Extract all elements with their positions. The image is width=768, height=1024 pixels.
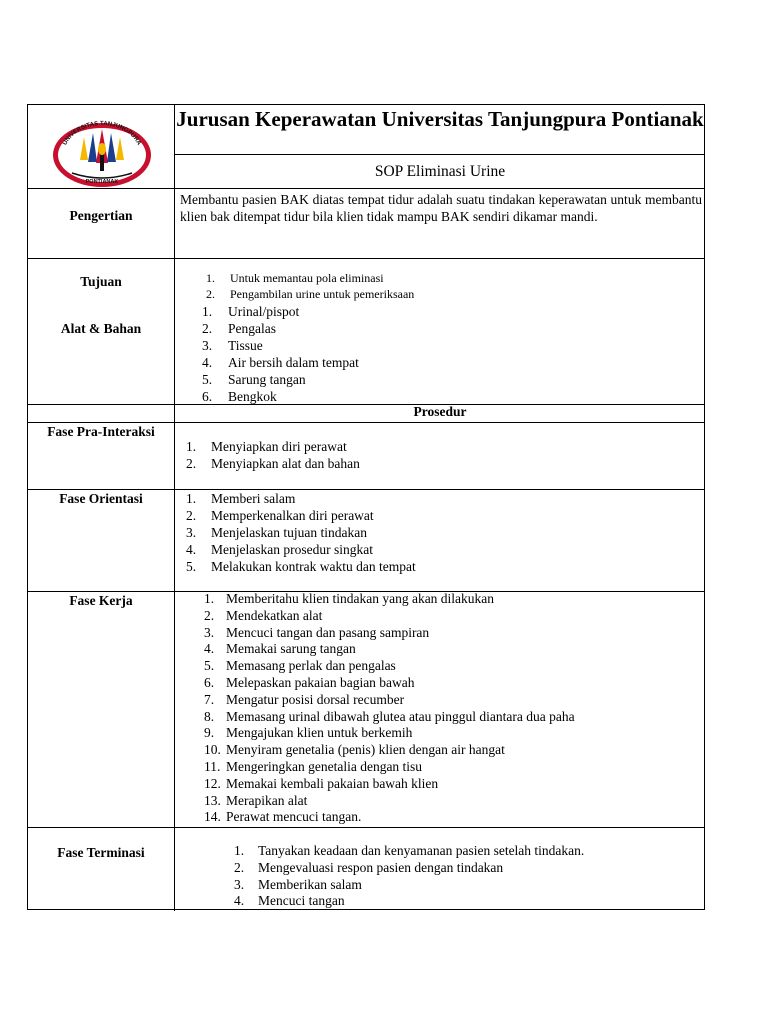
row-divider	[174, 154, 705, 155]
university-logo	[50, 115, 154, 189]
logo-bottom-text: PONTIANAK	[85, 179, 119, 185]
list-item	[206, 287, 728, 303]
list-item	[234, 843, 756, 860]
list-item-text: Mengatur posisi dorsal recumber	[226, 691, 405, 707]
list-item-text: Memperkenalkan diri perawat	[211, 508, 374, 523]
column-divider	[174, 105, 175, 911]
page-title: Jurusan Keperawatan Universitas Tanjungpura Pontianak	[176, 107, 704, 131]
list-item-number: 14.	[204, 809, 221, 825]
list-item	[234, 860, 756, 877]
list-item-number: 7.	[204, 691, 215, 707]
list-item-number: 1.	[186, 439, 197, 454]
fase-kerja-label: Fase Kerja	[69, 593, 133, 608]
list-item	[202, 337, 724, 354]
list-item	[202, 354, 724, 371]
list-item	[186, 524, 708, 541]
list-item-text: Mengajukan klien untuk berkemih	[226, 725, 413, 741]
list-item	[186, 541, 708, 558]
list-item	[204, 658, 726, 675]
list-item-number: 3.	[234, 876, 245, 892]
list-item-number: 1.	[202, 304, 213, 319]
list-item	[234, 893, 756, 910]
list-item-text: Menjelaskan prosedur singkat	[211, 542, 373, 557]
list-item-number: 2.	[186, 508, 197, 523]
list-item-number: 4.	[234, 893, 245, 909]
terminasi-list	[234, 843, 756, 910]
list-item-number: 6.	[202, 389, 213, 404]
list-item	[202, 303, 724, 320]
list-item	[204, 709, 726, 726]
list-item-text: Memberi salam	[211, 491, 296, 506]
list-item-number: 5.	[204, 658, 215, 674]
list-item-number: 5.	[186, 559, 197, 574]
sop-title: SOP Eliminasi Urine	[374, 163, 506, 180]
list-item	[186, 558, 708, 575]
list-item-text: Pengambilan urine untuk pemeriksaan	[230, 286, 415, 301]
list-item-number: 6.	[204, 674, 215, 690]
list-item-text: Memakai kembali pakaian bawah klien	[226, 775, 439, 791]
list-item-number: 1.	[206, 271, 215, 285]
orientasi-list	[186, 490, 708, 575]
list-item-number: 1.	[186, 491, 197, 506]
list-item-text: Merapikan alat	[226, 792, 308, 808]
list-item-text: Tissue	[228, 338, 263, 353]
list-item-text: Melakukan kontrak waktu dan tempat	[211, 559, 416, 574]
list-item-number: 2.	[202, 321, 213, 336]
list-item-text: Mencuci tangan dan pasang sampiran	[226, 624, 430, 640]
logo-ring-text: UNIVERSITAS TANJUNGPURA	[62, 120, 142, 147]
list-item-number: 3.	[186, 525, 197, 540]
list-item-text: Bengkok	[228, 389, 277, 404]
list-item	[204, 675, 726, 692]
list-item	[202, 371, 724, 388]
list-item	[206, 271, 728, 287]
list-item	[204, 625, 726, 642]
list-item-number: 2.	[204, 607, 215, 623]
pengertian-text: Membantu pasien BAK diatas tempat tidur adalah suatu tindakan keperawatan untuk membantu klien bak ditempat tidur bila klien tidak mampu BAK sendiri dikamar mandi.	[180, 192, 702, 224]
prosedur-heading: Prosedur	[413, 404, 467, 419]
list-item	[204, 776, 726, 793]
list-item	[204, 641, 726, 658]
list-item-text: Air bersih dalam tempat	[228, 355, 359, 370]
list-item-number: 9.	[204, 725, 215, 741]
list-item-number: 1.	[234, 843, 245, 858]
tujuan-list	[206, 271, 728, 302]
sop-table	[27, 104, 705, 910]
list-item-number: 5.	[202, 372, 213, 387]
list-item-number: 2.	[206, 286, 215, 301]
list-item	[204, 591, 726, 608]
list-item-text: Tanyakan keadaan dan kenyamanan pasien setelah tindakan.	[258, 843, 585, 858]
list-item-number: 11.	[204, 758, 221, 774]
list-item	[204, 809, 726, 826]
row-divider	[28, 422, 705, 423]
list-item-text: Sarung tangan	[228, 372, 306, 387]
list-item-text: Untuk memantau pola eliminasi	[230, 271, 384, 285]
list-item	[202, 320, 724, 337]
list-item-text: Mendekatkan alat	[226, 607, 323, 623]
list-item-number: 10.	[204, 742, 221, 758]
list-item-number: 3.	[202, 338, 213, 353]
row-divider	[28, 827, 705, 828]
list-item-number: 4.	[204, 641, 215, 657]
list-item	[186, 438, 708, 455]
kerja-list	[204, 591, 726, 826]
fase-pra-interaksi-label: Fase Pra-Interaksi	[47, 424, 155, 439]
list-item-number: 8.	[204, 708, 215, 724]
list-item	[204, 608, 726, 625]
list-item-number: 3.	[204, 624, 215, 640]
list-item-number: 4.	[202, 355, 213, 370]
list-item	[204, 793, 726, 810]
list-item	[204, 759, 726, 776]
list-item-number: 1.	[204, 591, 215, 606]
list-item	[204, 742, 726, 759]
list-item-text: Perawat mencuci tangan.	[226, 809, 362, 825]
list-item	[186, 455, 708, 472]
fase-orientasi-label: Fase Orientasi	[59, 491, 143, 506]
list-item-text: Melepaskan pakaian bagian bawah	[226, 674, 415, 690]
list-item	[204, 692, 726, 709]
fase-terminasi-label: Fase Terminasi	[57, 845, 145, 860]
list-item-text: Memakai sarung tangan	[226, 641, 356, 657]
list-item-text: Menyiram genetalia (penis) klien dengan air hangat	[226, 742, 505, 758]
list-item-text: Pengalas	[228, 321, 276, 336]
alat-bahan-label: Alat & Bahan	[60, 321, 142, 336]
alat-bahan-list	[202, 303, 724, 405]
list-item-text: Mencuci tangan	[258, 893, 345, 909]
list-item	[202, 388, 724, 405]
list-item	[204, 725, 726, 742]
list-item-number: 4.	[186, 542, 197, 557]
list-item-number: 13.	[204, 792, 221, 808]
list-item-text: Mengevaluasi respon pasien dengan tindakan	[258, 859, 504, 875]
list-item-number: 12.	[204, 775, 221, 791]
row-divider	[28, 258, 705, 259]
pengertian-label: Pengertian	[69, 208, 133, 223]
list-item-number: 2.	[234, 859, 245, 875]
list-item-text: Menjelaskan tujuan tindakan	[211, 525, 367, 540]
list-item-text: Mengeringkan genetalia dengan tisu	[226, 758, 423, 774]
list-item	[186, 490, 708, 507]
list-item-text: Memberikan salam	[258, 876, 362, 892]
list-item-text: Memberitahu klien tindakan yang akan dilakukan	[226, 591, 495, 606]
list-item-text: Memasang urinal dibawah glutea atau pinggul diantara dua paha	[226, 708, 575, 724]
pra-interaksi-list	[186, 438, 708, 472]
list-item-text: Urinal/pispot	[228, 304, 300, 319]
list-item-number: 2.	[186, 456, 197, 471]
list-item	[234, 877, 756, 894]
list-item-text: Memasang perlak dan pengalas	[226, 658, 396, 674]
list-item-text: Menyiapkan diri perawat	[211, 439, 347, 454]
list-item	[186, 507, 708, 524]
tujuan-label: Tujuan	[80, 274, 122, 289]
list-item-text: Menyiapkan alat dan bahan	[211, 456, 360, 471]
